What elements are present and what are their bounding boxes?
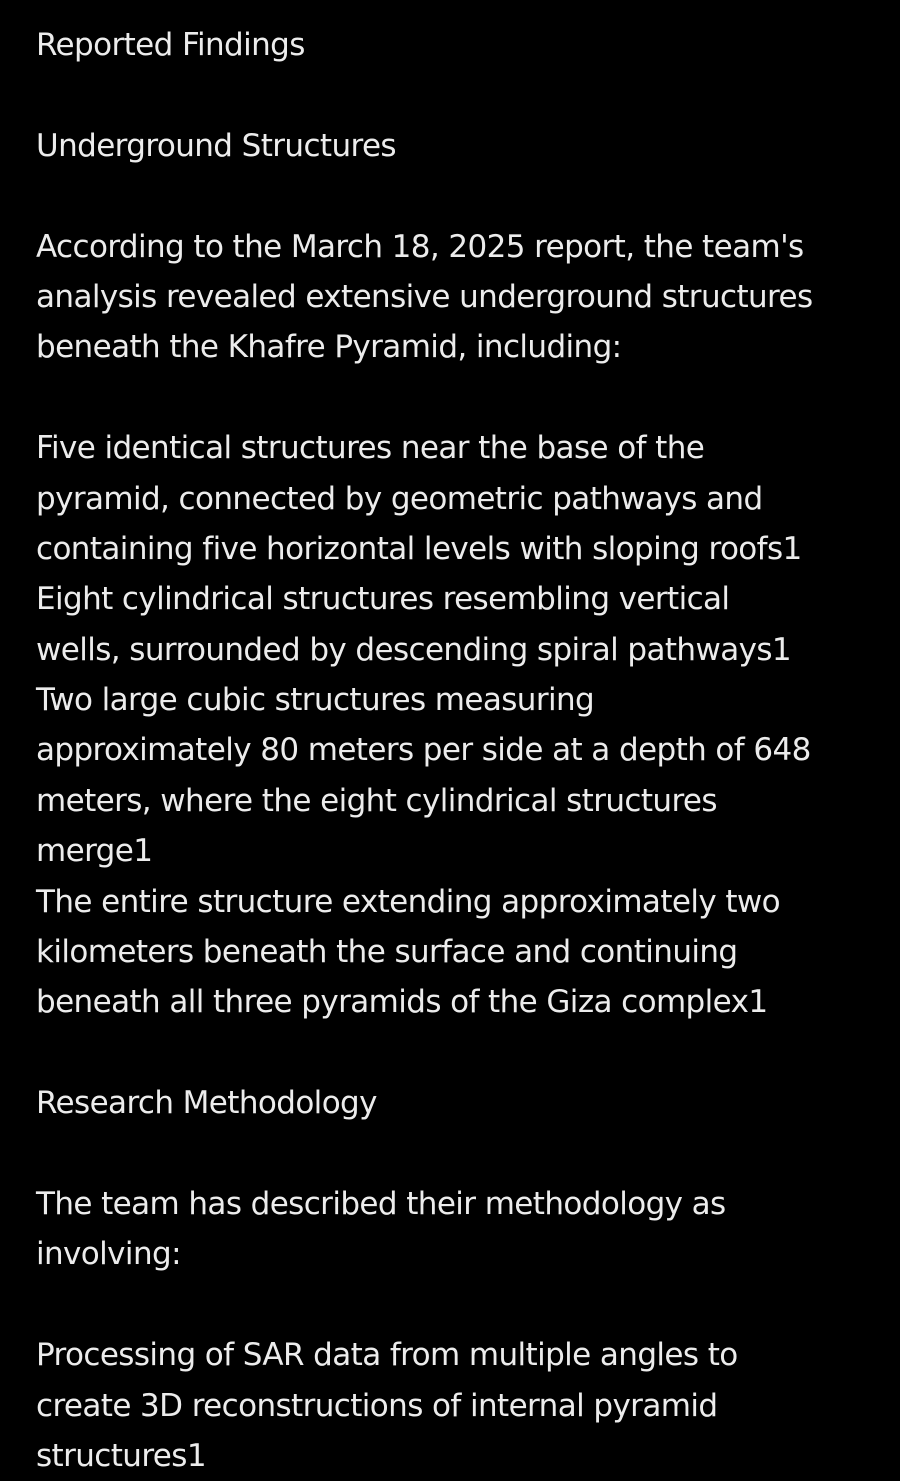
list-item-line: create 3D reconstructions of internal pyramid <box>36 1387 718 1424</box>
underground-intro-paragraph <box>36 222 886 373</box>
list-item-line: The entire structure extending approximately two <box>36 883 781 920</box>
paragraph-line: involving: <box>36 1236 181 1273</box>
spacer <box>36 1129 886 1179</box>
list-item-line: structures1 <box>36 1437 206 1474</box>
spacer <box>36 70 886 120</box>
list-item-line: approximately 80 meters per side at a depth of 648 <box>36 732 811 769</box>
spacer <box>36 373 886 423</box>
methodology-list <box>36 1330 886 1481</box>
paragraph-line: analysis revealed extensive underground structures <box>36 278 813 315</box>
document-body <box>36 0 886 1481</box>
section-title-research-methodology: Research Methodology <box>36 1085 377 1122</box>
list-item-line: merge1 <box>36 833 153 870</box>
list-item-line: beneath all three pyramids of the Giza complex1 <box>36 984 768 1021</box>
paragraph-line: beneath the Khafre Pyramid, including: <box>36 329 622 366</box>
methodology-intro-paragraph <box>36 1179 886 1280</box>
list-item-line: Two large cubic structures measuring <box>36 682 595 719</box>
list-item-line: kilometers beneath the surface and continuing <box>36 934 738 971</box>
list-item-line: containing five horizontal levels with sloping roofs1 <box>36 530 802 567</box>
list-item-line: Processing of SAR data from multiple angles to <box>36 1337 738 1374</box>
list-item-line: pyramid, connected by geometric pathways and <box>36 480 763 517</box>
paragraph-line: The team has described their methodology as <box>36 1185 726 1222</box>
spacer <box>36 1280 886 1330</box>
list-item-line: Five identical structures near the base of the <box>36 430 705 467</box>
page-heading: Reported Findings <box>36 27 305 63</box>
list-item-line: wells, surrounded by descending spiral pathways1 <box>36 631 792 668</box>
paragraph-line: According to the March 18, 2025 report, the team's <box>36 228 804 265</box>
section-title-underground-structures: Underground Structures <box>36 127 396 164</box>
list-item-line: Eight cylindrical structures resembling vertical <box>36 581 730 618</box>
list-item-line: meters, where the eight cylindrical structures <box>36 782 717 819</box>
underground-findings-list <box>36 423 886 1028</box>
spacer <box>36 171 886 221</box>
spacer <box>36 1028 886 1078</box>
